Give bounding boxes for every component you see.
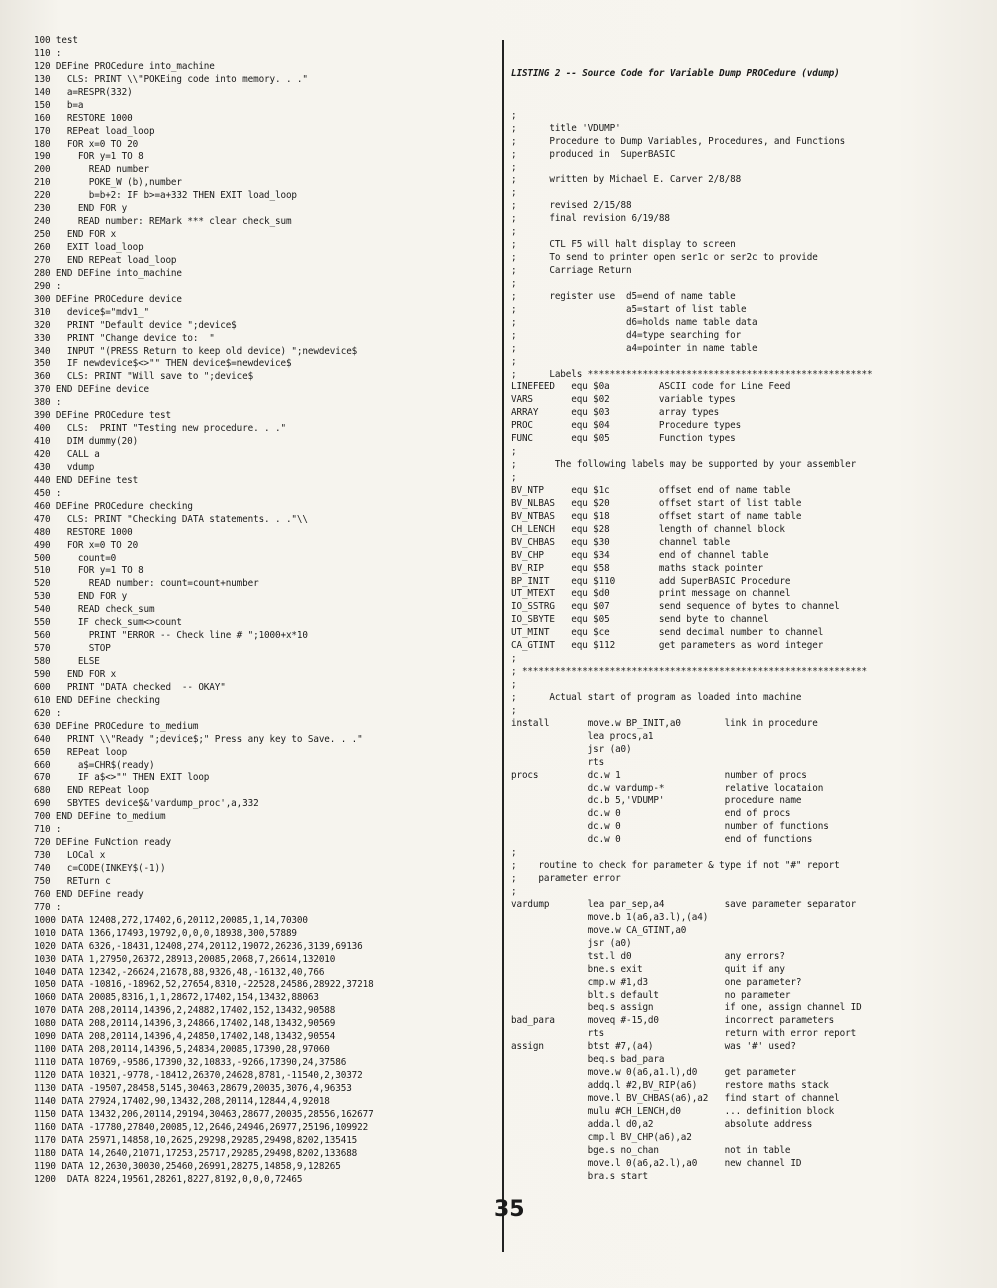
code-line: 330 PRINT "Change device to: "	[34, 332, 215, 344]
code-line: move.l BV_CHBAS(a6),a2 find start of channel	[511, 1093, 840, 1104]
code-line: dc.b 5,'VDUMP' procedure name	[511, 795, 802, 807]
code-line: VARS equ $02 variable types	[511, 394, 736, 406]
code-line: rts return with error report	[511, 1028, 857, 1040]
code-line: procs dc.w 1 number of procs	[511, 769, 807, 781]
code-line: 120 DEFine PROCedure into_machine	[34, 60, 215, 72]
code-line: 530 END FOR y	[34, 591, 128, 603]
code-line: 380 :	[34, 397, 62, 409]
code-line: 710 :	[34, 824, 62, 836]
code-line: ;	[511, 679, 517, 690]
code-line: bra.s start	[511, 1170, 648, 1182]
code-line: 750 RETurn c	[34, 875, 111, 887]
code-line: move.w CA_GTINT,a0	[511, 924, 687, 936]
code-line: 1170 DATA 25971,14858,10,2625,29298,29285,29498,8202,135415	[34, 1134, 358, 1146]
code-line: 1080 DATA 208,20114,14396,3,24866,17402,148,13432,90569	[34, 1018, 336, 1030]
code-line: ; Carriage Return	[511, 265, 632, 276]
code-line: 1150 DATA 13432,206,20114,29194,30463,28677,20035,28556,162677	[34, 1108, 374, 1120]
code-line: LINEFEED equ $0a ASCII code for Line Feed	[511, 381, 791, 393]
code-line: beq.s assign if one, assign channel ID	[511, 1002, 862, 1014]
code-line: 300 DEFine PROCedure device	[34, 293, 182, 305]
code-line: 220 b=b+2: IF b>=a+332 THEN EXIT load_loop	[34, 190, 297, 202]
code-line: 1090 DATA 208,20114,14396,4,24850,17402,148,13432,90554	[34, 1031, 336, 1043]
code-line: 260 EXIT load_loop	[34, 242, 144, 253]
code-line: jsr (a0)	[511, 937, 632, 949]
code-line: ; final revision 6/19/88	[511, 213, 670, 225]
code-line: 1110 DATA 10769,-9586,17390,32,10833,-9266,17390,24,37586	[34, 1057, 347, 1069]
code-line: tst.l d0 any errors?	[511, 950, 785, 962]
code-line: 240 READ number: REMark *** clear check_sum	[34, 216, 292, 228]
code-line: 760 END DEFine ready	[34, 888, 144, 900]
code-line: cmp.w #1,d3 one parameter?	[511, 976, 802, 988]
code-line: 110 :	[34, 47, 62, 59]
code-line: ; d6=holds name table data	[511, 316, 758, 328]
code-line: CH_LENCH equ $28 length of channel block	[511, 523, 785, 535]
code-line: 1030 DATA 1,27950,26372,28913,20085,2068,7,26614,132010	[34, 953, 336, 965]
code-line: ; a4=pointer in name table	[511, 342, 758, 354]
code-line: ;	[511, 446, 517, 458]
code-line: 150 b=a	[34, 99, 84, 111]
code-line: 310 device$="mdv1_"	[34, 306, 150, 318]
code-line: 590 END FOR x	[34, 668, 117, 680]
code-line: 680 END REPeat loop	[34, 785, 150, 797]
column-divider	[502, 40, 504, 1252]
code-line: 1160 DATA -17780,27840,20085,12,2646,24946,26977,25196,109922	[34, 1121, 369, 1133]
code-line: 1060 DATA 20085,8316,1,1,28672,17402,154,13432,88063	[34, 992, 319, 1004]
code-line: jsr (a0)	[511, 743, 632, 755]
code-line: 770 :	[34, 901, 62, 913]
code-line: 390 DEFine PROCedure test	[34, 410, 171, 422]
code-line: 630 DEFine PROCedure to_medium	[34, 720, 199, 732]
code-line: ; Actual start of program as loaded into machine	[511, 691, 802, 703]
code-line: ; title 'VDUMP'	[511, 122, 621, 134]
code-line: 500 count=0	[34, 552, 117, 564]
code-line: 520 READ number: count=count+number	[34, 578, 259, 590]
code-line: 660 a$=CHR$(ready)	[34, 759, 155, 771]
page-number: 35	[494, 1197, 525, 1222]
code-line: cmp.l BV_CHP(a6),a2	[511, 1131, 692, 1143]
code-line: 670 IF a$<>"" THEN EXIT loop	[34, 772, 210, 784]
code-line: vardump lea par_sep,a4 save parameter separator	[511, 898, 857, 910]
code-line: 170 REPeat load_loop	[34, 125, 155, 137]
code-line: BV_NTP equ $1c offset end of name table	[511, 484, 791, 496]
code-line: ; Labels ****************************************************	[511, 368, 873, 380]
code-line: 340 INPUT "(PRESS Return to keep old device) ";newdevice$	[34, 345, 358, 357]
code-line: 1050 DATA -10816,-18962,52,27654,8310,-22528,24586,28922,37218	[34, 979, 374, 991]
code-line: 550 IF check_sum<>count	[34, 617, 182, 629]
code-line: ;	[511, 187, 517, 199]
code-line: 460 DEFine PROCedure checking	[34, 500, 193, 512]
code-line: 730 LOCal x	[34, 850, 106, 862]
code-line: ; revised 2/15/88	[511, 200, 632, 212]
code-line: ARRAY equ $03 array types	[511, 407, 720, 419]
code-line: 370 END DEFine device	[34, 384, 150, 396]
code-line: ;	[511, 704, 517, 716]
code-line: FUNC equ $05 Function types	[511, 433, 736, 445]
code-line: 740 c=CODE(INKEY$(-1))	[34, 863, 166, 874]
code-line: 540 READ check_sum	[34, 604, 155, 616]
code-line: UT_MTEXT equ $d0 print message on channel	[511, 588, 791, 600]
code-line: ; ***************************************************************	[511, 666, 868, 678]
code-line: addq.l #2,BV_RIP(a6) restore maths stack	[511, 1080, 829, 1092]
code-line: dc.w vardump-* relative locataion	[511, 782, 824, 794]
code-line: 570 STOP	[34, 643, 111, 655]
code-line: 400 CLS: PRINT "Testing new procedure. . ."	[34, 423, 286, 435]
code-line: 270 END REPeat load_loop	[34, 254, 177, 266]
code-line: 510 FOR y=1 TO 8	[34, 565, 144, 577]
code-line: 230 END FOR y	[34, 203, 128, 215]
code-line: 720 DEFine FuNction ready	[34, 837, 171, 849]
code-line: ; register use d5=end of name table	[511, 290, 736, 302]
code-line: 480 RESTORE 1000	[34, 526, 133, 538]
code-line: CA_GTINT equ $112 get parameters as word integer	[511, 640, 824, 652]
code-line: ;	[511, 355, 517, 367]
code-line: rts	[511, 756, 605, 768]
code-line: 430 vdump	[34, 461, 95, 473]
code-line: ; a5=start of list table	[511, 303, 747, 315]
code-line: ; produced in SuperBASIC	[511, 148, 676, 160]
code-line: 190 FOR y=1 TO 8	[34, 151, 144, 163]
code-line: 700 END DEFine to_medium	[34, 811, 166, 823]
code-line: 640 PRINT \\"Ready ";device$;" Press any key to Save. . ."	[34, 733, 363, 745]
code-line: ;	[511, 847, 517, 859]
code-line: 1130 DATA -19507,28458,5145,30463,28679,20035,3076,4,96353	[34, 1082, 352, 1094]
code-line: 1180 DATA 14,2640,21071,17253,25717,29285,29498,8202,133688	[34, 1147, 358, 1159]
code-line: dc.w 0 end of procs	[511, 808, 791, 820]
code-line: 1000 DATA 12408,272,17402,6,20112,20085,1,14,70300	[34, 914, 308, 926]
code-line: IO_SSTRG equ $07 send sequence of bytes to channel	[511, 601, 840, 613]
code-line: 560 PRINT "ERROR -- Check line # ";1000+x*10	[34, 630, 308, 642]
code-line: 490 FOR x=0 TO 20	[34, 539, 139, 551]
code-line: 600 PRINT "DATA checked -- OKAY"	[34, 681, 226, 693]
code-line: ; The following labels may be supported by your assembler	[511, 459, 857, 471]
code-line: ;	[511, 109, 517, 121]
code-line: beq.s bad_para	[511, 1054, 665, 1066]
code-line: 290 :	[34, 280, 62, 292]
code-line: move.l 0(a6,a2.l),a0 new channel ID	[511, 1157, 802, 1169]
code-line: 410 DIM dummy(20)	[34, 436, 139, 448]
code-line: 350 IF newdevice$<>"" THEN device$=newdevice$	[34, 358, 292, 370]
code-line: ;	[511, 277, 517, 289]
code-line: BV_CHP equ $34 end of channel table	[511, 549, 769, 561]
code-line: ; d4=type searching for	[511, 329, 742, 341]
code-line: ; parameter error	[511, 873, 621, 885]
code-line: bge.s no_chan not in table	[511, 1144, 791, 1156]
code-line: ;	[511, 472, 517, 483]
code-line: ;	[511, 886, 517, 897]
code-line: 420 CALL a	[34, 449, 100, 460]
basic-listing	[34, 35, 494, 1186]
code-line: PROC equ $04 Procedure types	[511, 420, 742, 432]
code-line: 160 RESTORE 1000	[34, 112, 133, 124]
code-line: assign btst #7,(a4) was '#' used?	[511, 1041, 796, 1053]
code-line: 440 END DEFine test	[34, 474, 139, 486]
code-line: ; routine to check for parameter & type if not "#" report	[511, 860, 840, 872]
code-line: 200 READ number	[34, 164, 150, 176]
code-line: dc.w 0 end of functions	[511, 834, 813, 846]
code-line: 210 POKE_W (b),number	[34, 177, 182, 189]
code-line: ; CTL F5 will halt display to screen	[511, 239, 736, 251]
code-line: 1070 DATA 208,20114,14396,2,24882,17402,152,13432,90588	[34, 1005, 336, 1017]
code-line: bad_para moveq #-15,d0 incorrect parameters	[511, 1015, 835, 1027]
code-line: BV_NLBAS equ $20 offset start of list table	[511, 497, 802, 509]
code-line: move.w 0(a6,a1.l),d0 get parameter	[511, 1067, 796, 1079]
code-line: 1020 DATA 6326,-18431,12408,274,20112,19072,26236,3139,69136	[34, 940, 363, 952]
code-line: dc.w 0 number of functions	[511, 821, 829, 833]
code-line: 580 ELSE	[34, 656, 100, 667]
listing-title: LISTING 2 -- Source Code for Variable Dump PROCedure (vdump)	[511, 67, 840, 79]
code-line: 1120 DATA 10321,-9778,-18412,26370,24628,8781,-11540,2,30372	[34, 1070, 363, 1081]
code-line: 130 CLS: PRINT \\"POKEing code into memory. . ."	[34, 73, 308, 85]
code-line: 320 PRINT "Default device ";device$	[34, 319, 237, 331]
code-line: 100 test	[34, 35, 78, 46]
code-line: ; written by Michael E. Carver 2/8/88	[511, 174, 742, 186]
code-line: 250 END FOR x	[34, 229, 117, 241]
code-line: 1140 DATA 27924,17402,90,13432,208,20114,12844,4,92018	[34, 1095, 330, 1107]
code-line: ; To send to printer open ser1c or ser2c to provide	[511, 252, 818, 264]
code-line: 650 REPeat loop	[34, 746, 128, 758]
assembly-listing	[511, 42, 991, 1197]
code-line: 1200 DATA 8224,19561,28261,8227,8192,0,0,0,72465	[34, 1173, 303, 1185]
code-line: 1040 DATA 12342,-26624,21678,88,9326,48,-16132,40,766	[34, 966, 325, 978]
code-line: bne.s exit quit if any	[511, 963, 785, 975]
code-line: lea procs,a1	[511, 730, 654, 742]
code-line: 280 END DEFine into_machine	[34, 267, 182, 279]
code-line: ;	[511, 161, 517, 173]
code-line: install move.w BP_INIT,a0 link in procedure	[511, 717, 818, 729]
code-line: 1010 DATA 1366,17493,19792,0,0,0,18938,300,57889	[34, 927, 297, 939]
code-line: 1100 DATA 208,20114,14396,5,24834,20085,17390,28,97060	[34, 1044, 330, 1056]
code-line: 620 :	[34, 707, 62, 719]
code-line: 690 SBYTES device$&'vardump_proc',a,332	[34, 798, 259, 810]
code-line: ;	[511, 653, 517, 665]
code-line: move.b 1(a6,a3.l),(a4)	[511, 911, 709, 923]
code-line: 450 :	[34, 487, 62, 499]
code-line: 610 END DEFine checking	[34, 694, 160, 706]
code-line: 1190 DATA 12,2630,30030,25460,26991,28275,14858,9,128265	[34, 1160, 341, 1172]
code-line: IO_SBYTE equ $05 send byte to channel	[511, 614, 769, 626]
assembly-listing-body	[511, 110, 991, 1184]
code-line: mulu #CH_LENCH,d0 ... definition block	[511, 1105, 835, 1117]
code-line: blt.s default no parameter	[511, 989, 791, 1001]
code-line: 140 a=RESPR(332)	[34, 86, 133, 98]
code-line: ;	[511, 226, 517, 238]
code-line: BV_RIP equ $58 maths stack pointer	[511, 562, 763, 574]
code-line: UT_MINT equ $ce send decimal number to channel	[511, 627, 824, 639]
code-line: adda.l d0,a2 absolute address	[511, 1118, 813, 1130]
code-line: BV_NTBAS equ $18 offset start of name table	[511, 510, 802, 522]
code-line: 180 FOR x=0 TO 20	[34, 138, 139, 150]
code-line: 470 CLS: PRINT "Checking DATA statements. . ."\\	[34, 513, 308, 525]
code-line: 360 CLS: PRINT "Will save to ";device$	[34, 371, 254, 383]
code-line: ; Procedure to Dump Variables, Procedures, and Functions	[511, 135, 846, 147]
code-line: BP_INIT equ $110 add SuperBASIC Procedure	[511, 575, 791, 587]
code-line: BV_CHBAS equ $30 channel table	[511, 536, 731, 548]
